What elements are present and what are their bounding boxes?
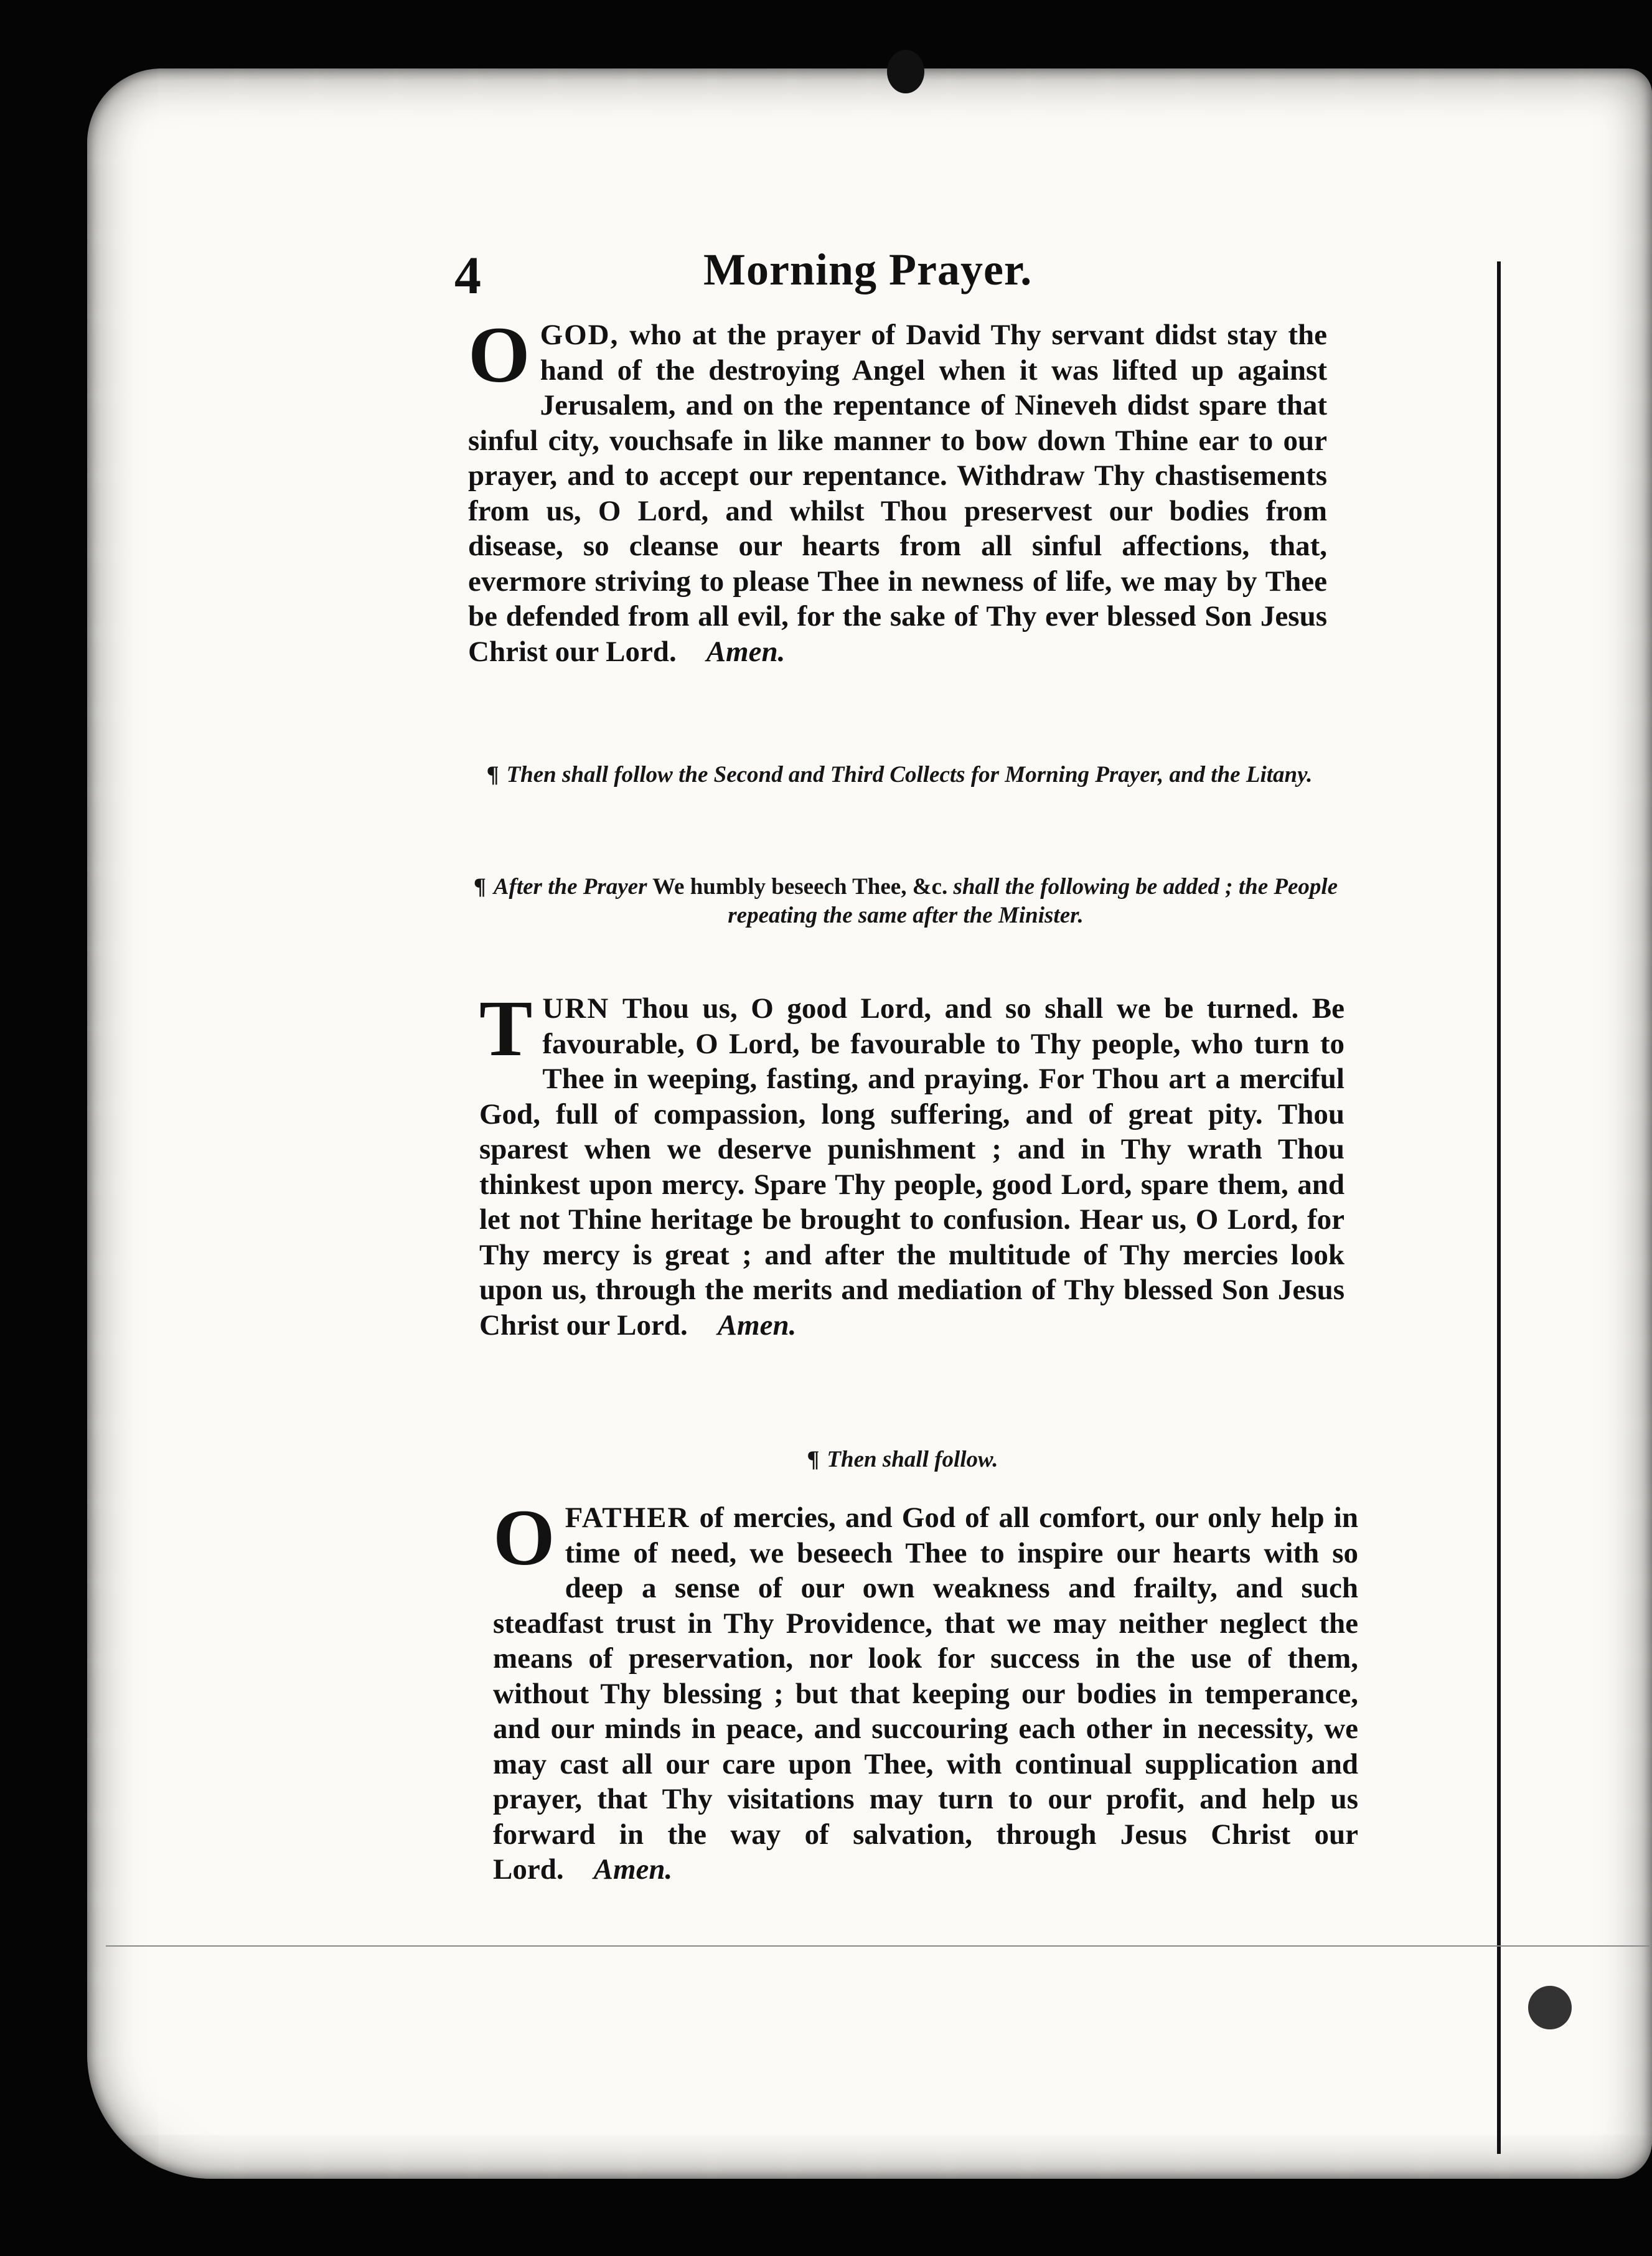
amen: Amen. — [593, 1853, 673, 1886]
rubric-text: shall the following be added ; the People repeating the same after the Minister. — [728, 874, 1338, 928]
prayer-text: of mercies, and God of all comfort, our only help in time of need, we beseech Thee to inspire our hearts with so deep a sense of our own weakness and frailty, and such steadfast trust in Thy Providence, that we may neither neglect the means of preservation, nor look for success in the use of them, without Thy blessing ; but that keeping our bodies in temperance, and our minds in peace, and succouring each other in necessity, we may cast all our care upon Thee, with continual supplication and prayer, that Thy visitations may turn to our profit, and help us forward in the way of salvation, through Jesus Christ our Lord. — [493, 1502, 1358, 1886]
rubric-text: Then shall follow. — [827, 1447, 998, 1472]
pilcrow-icon: ¶ — [486, 762, 499, 787]
lead-word: GOD, — [540, 319, 619, 351]
prayer-text: who at the prayer of David Thy servant didst stay the hand of the destroying Angel when it was lifted up against Jerusalem, and on the repentance of Nineveh didst spare that sinful city, vouchsafe in like manner to bow down Thine ear to our prayer, and to accept our repentance. Withdraw Thy chastisements from us, O Lord, and whilst Thou preservest our bodies from disease, so cleanse our hearts from all sinful affections, that, evermore striving to please Thee in newness of life, we may by Thee be defended from all evil, for the sake of Thy ever blessed Son Jesus Christ our Lord. — [468, 319, 1327, 668]
prayer-text: Thou us, O good Lord, and so shall we be turned. Be favourable, O Lord, be favourable to Thy people, who turn to Thee in weeping, fasting, and praying. For Thou art a merciful God, full of compassion, long suffering, and of great pity. Thou sparest when we deserve punishment ; and in Thy wrath Thou thinkest upon mercy. Spare Thy people, good Lord, spare them, and let not Thine heritage be brought to confusion. Hear us, O Lord, for Thy mercy is great ; and after the multitude of Thy mercies look upon us, through the merits and mediation of Thy blessed Son Jesus Christ our Lord. — [479, 992, 1345, 1342]
drop-cap: O — [493, 1493, 555, 1582]
fold-line — [106, 1945, 1650, 1947]
amen: Amen. — [706, 635, 786, 668]
drop-cap: O — [468, 311, 530, 399]
lead-word: URN — [542, 992, 610, 1025]
rubric-text: Then shall follow the Second and Third Collects for Morning Prayer, and the Litany. — [506, 762, 1313, 787]
prayer-paragraph — [493, 1493, 1358, 1887]
gutter-line — [1497, 261, 1501, 2154]
rubric — [467, 873, 1345, 930]
prayer-paragraph — [479, 984, 1345, 1343]
ink-spot — [887, 50, 924, 93]
prayer-paragraph — [468, 311, 1327, 669]
rubric — [461, 761, 1338, 789]
pilcrow-icon: ¶ — [807, 1447, 820, 1472]
drop-cap: T — [479, 984, 533, 1073]
page-header — [454, 244, 1357, 313]
rubric-quoted-text: We humbly beseech Thee, &c. — [647, 874, 954, 900]
running-title: Morning Prayer. — [703, 245, 1033, 294]
rubric — [716, 1445, 1089, 1474]
pilcrow-icon: ¶ — [473, 874, 486, 900]
page-number: 4 — [454, 245, 481, 305]
lead-word: FATHER — [565, 1502, 690, 1534]
rubric-text: After the Prayer — [493, 874, 647, 900]
amen: Amen. — [717, 1309, 797, 1342]
ink-spot — [1528, 1986, 1572, 2029]
